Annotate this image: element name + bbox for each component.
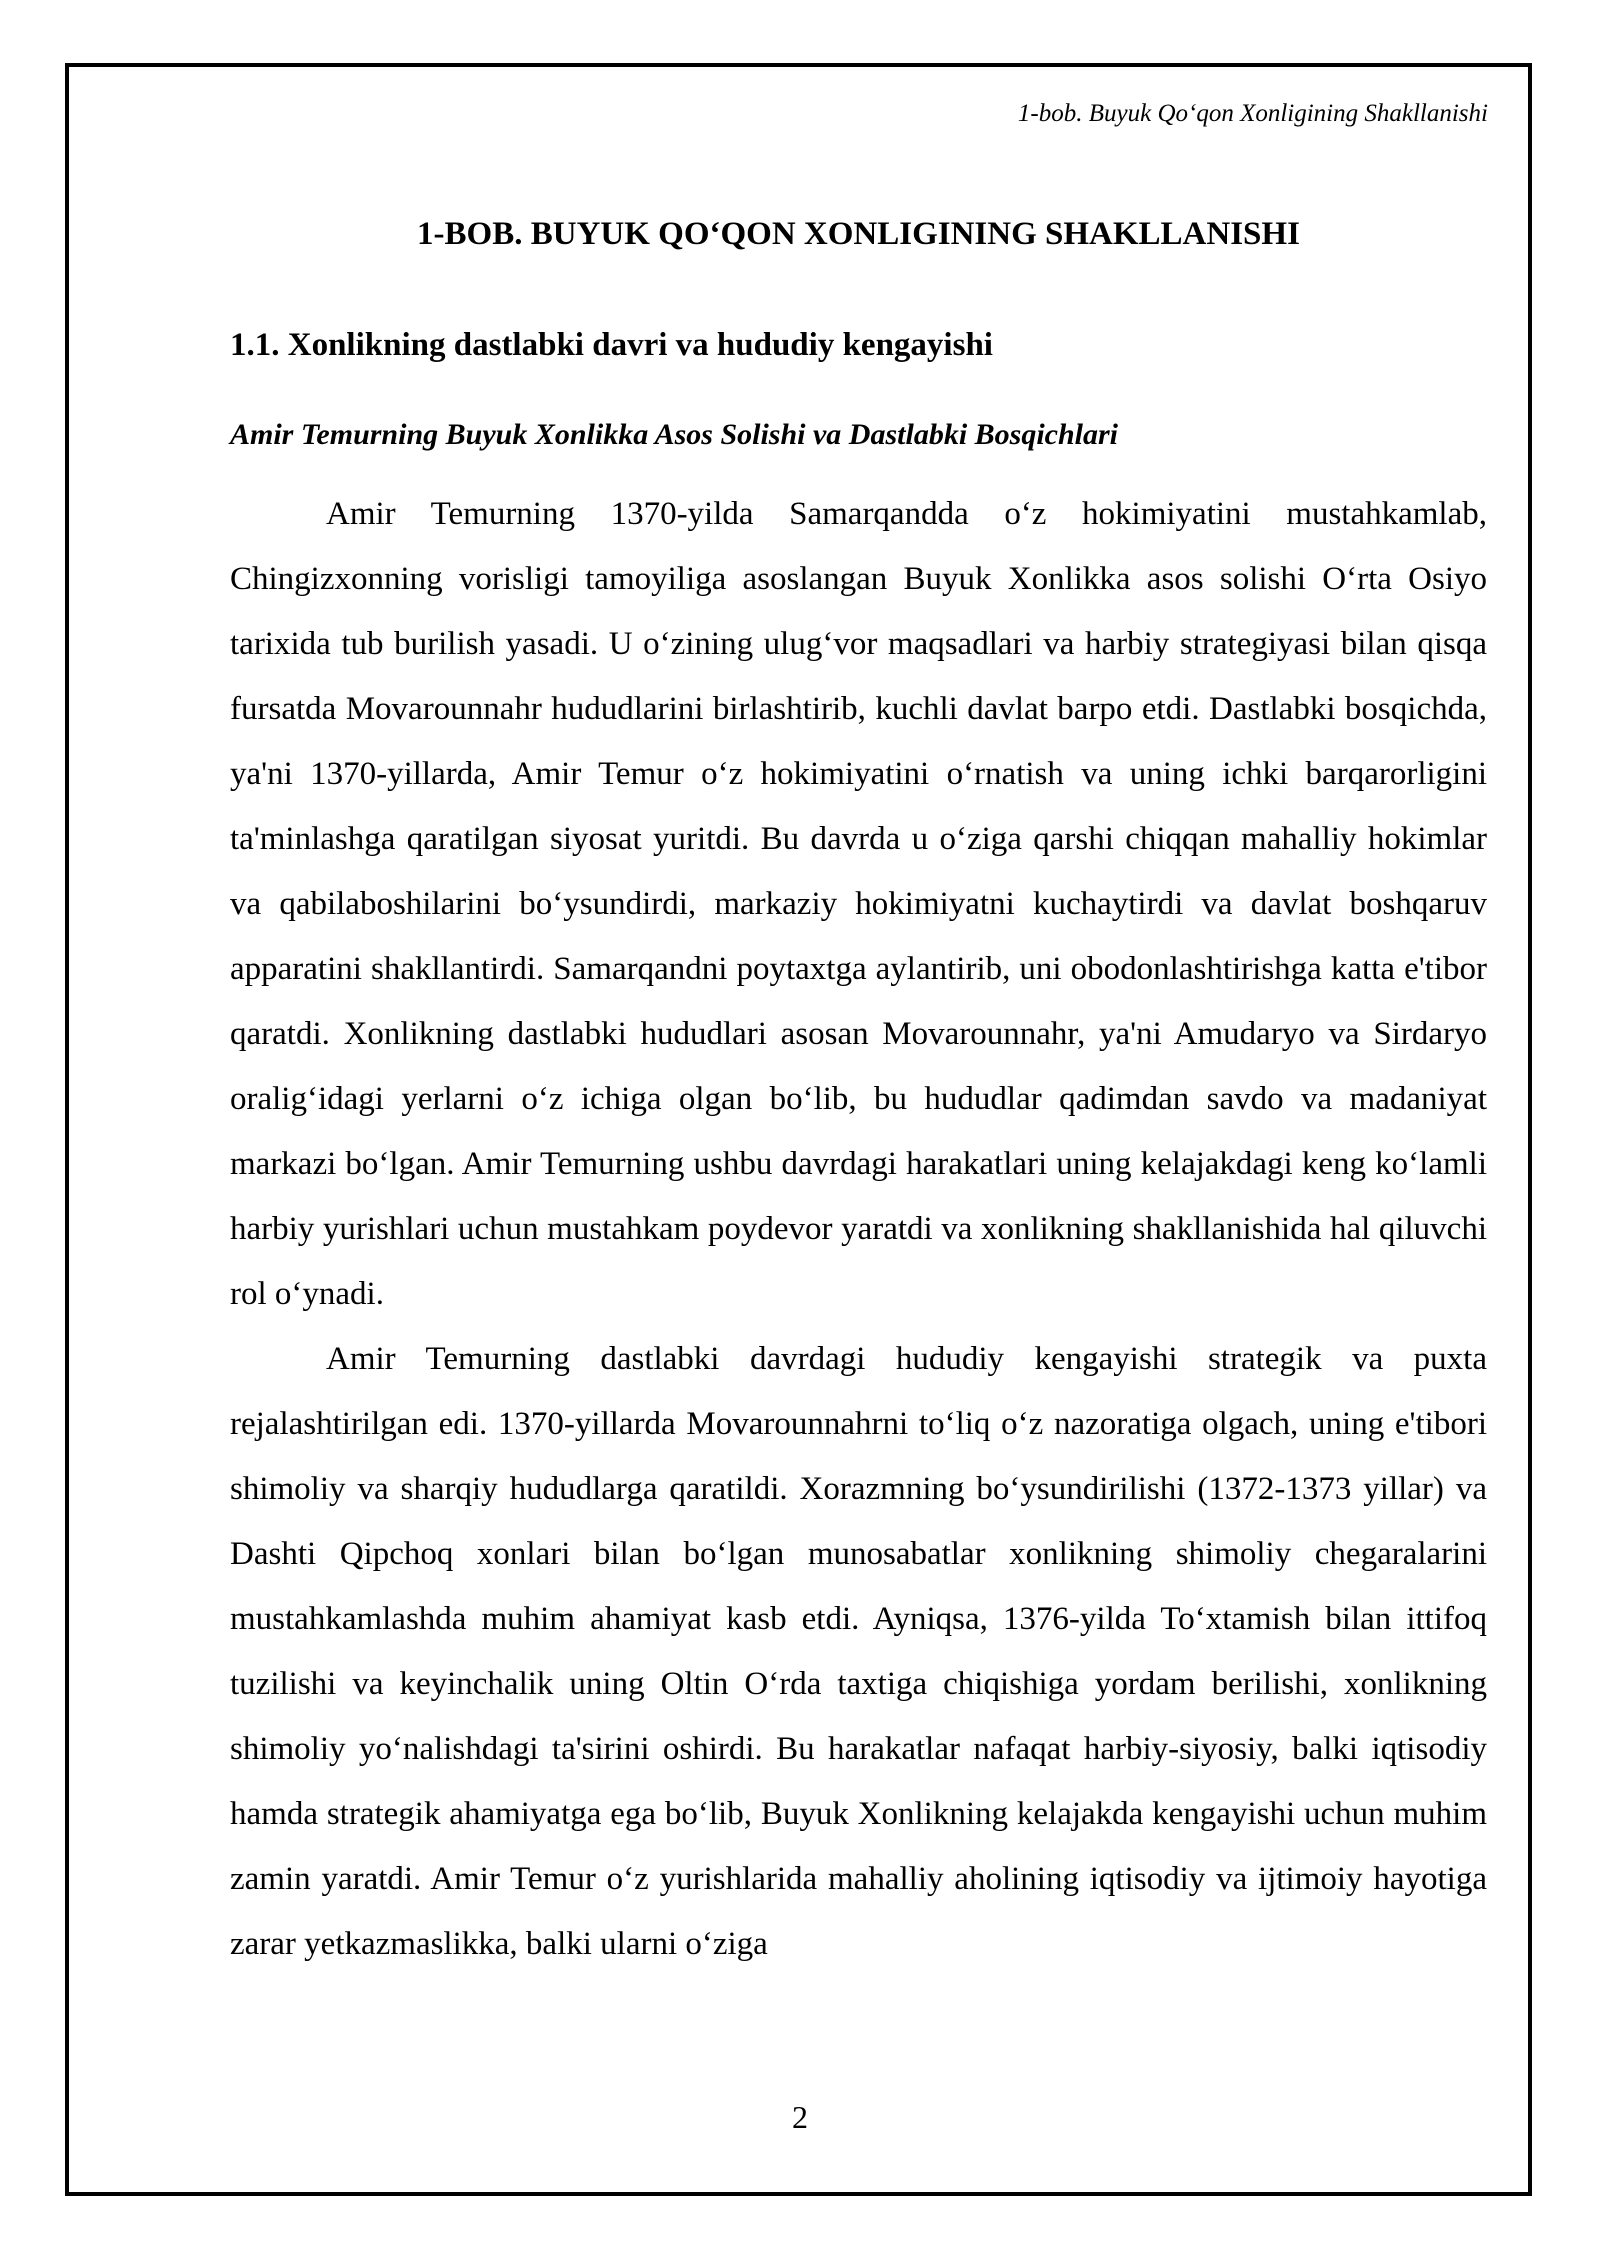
subsection-title: Amir Temurning Buyuk Xonlikka Asos Solishi va Dastlabki Bosqichlari xyxy=(230,418,1119,451)
chapter-title: 1-BOB. BUYUK QO‘QON XONLIGINING SHAKLLANISHI xyxy=(417,216,1300,252)
paragraph-1: Amir Temurning 1370-yilda Samarqandda o‘z hokimiyatini mustahkamlab, Chingizxonning vorisligi tamoyiliga asoslangan Buyuk Xonlikka asos solishi O‘rta Osiyo tarixida tub burilish yasadi. U o‘zining ulug‘vor maqsadlari va harbiy strategiyasi bilan qisqa fursatda Movarounnahr hududlarini birlashtirib, kuchli davlat barpo etdi. Dastlabki bosqichda, ya'ni 1370-yillarda, Amir Temur o‘z hokimiyatini o‘rnatish va uning ichki barqarorligini ta'minlashga qaratilgan siyosat yuritdi. Bu davrda u o‘ziga qarshi chiqqan mahalliy hokimlar va qabilaboshilarini bo‘ysundirdi, markaziy hokimiyatni kuchaytirdi va davlat boshqaruv apparatini shakllantirdi. Samarqandni poytaxtga aylantirib, uni obodonlashtirishga katta e'tibor qaratdi. Xonlikning dastlabki hududlari asosan Movarounnahr, ya'ni Amudaryo va Sirdaryo oralig‘idagi yerlarni o‘z ichiga olgan bo‘lib, bu hududlar qadimdan savdo va madaniyat markazi bo‘lgan. Amir Temurning ushbu davrdagi harakatlari uning kelajakdagi keng ko‘lamli harbiy yurishlari uchun mustahkam poydevor yaratdi va xonlikning shakllanishida hal qiluvchi rol o‘ynadi. xyxy=(230,496,1487,1312)
body-text xyxy=(230,482,1487,1977)
paragraph-2: Amir Temurning dastlabki davrdagi hududiy kengayishi strategik va puxta rejalashtirilgan edi. 1370-yillarda Movarounnahrni to‘liq o‘z nazoratiga olgach, uning e'tibori shimoliy va sharqiy hududlarga qaratildi. Xorazmning bo‘ysundirilishi (1372-1373 yillar) va Dashti Qipchoq xonlari bilan bo‘lgan munosabatlar xonlikning shimoliy chegaralarini mustahkamlashda muhim ahamiyat kasb etdi. Ayniqsa, 1376-yilda To‘xtamish bilan ittifoq tuzilishi va keyinchalik uning Oltin O‘rda taxtiga chiqishiga yordam berilishi, xonlikning shimoliy yo‘nalishdagi ta'sirini oshirdi. Bu harakatlar nafaqat harbiy-siyosiy, balki iqtisodiy hamda strategik ahamiyatga ega bo‘lib, Buyuk Xonlikning kelajakda kengayishi uchun muhim zamin yaratdi. Amir Temur o‘z yurishlarida mahalliy aholining iqtisodiy va ijtimoiy hayotiga zarar yetkazmaslikka, balki ularni o‘ziga xyxy=(230,1341,1487,1962)
section-title: 1.1. Xonlikning dastlabki davri va hududiy kengayishi xyxy=(230,327,993,363)
page-number: 2 xyxy=(792,2099,808,2135)
running-header: 1-bob. Buyuk Qo‘qon Xonligining Shakllanishi xyxy=(1017,100,1488,127)
